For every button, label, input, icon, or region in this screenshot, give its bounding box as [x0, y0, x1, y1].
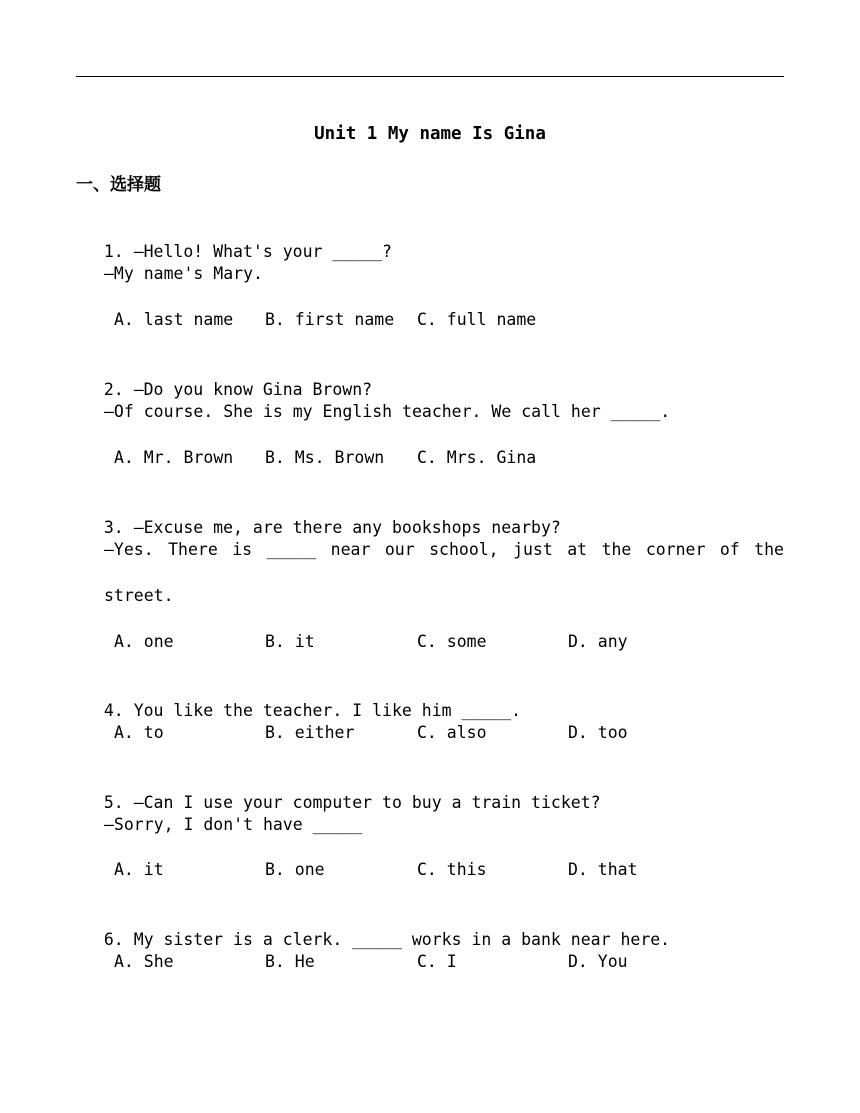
word: is	[232, 540, 253, 559]
option-c: C. full name	[417, 310, 537, 329]
option-c: C. I	[417, 952, 457, 971]
word: near	[330, 540, 371, 559]
option-a: A. last name	[114, 310, 234, 329]
word: the	[754, 540, 784, 559]
option-b: B. Ms. Brown	[265, 448, 385, 467]
word: —Yes.	[104, 540, 154, 559]
word: the	[601, 540, 632, 559]
option-c: C. some	[417, 632, 487, 651]
question-number: 1.	[103, 242, 124, 261]
question-1-answer-line: —My name's Mary.	[104, 264, 263, 283]
option-a: A. She	[114, 952, 174, 971]
question-6	[84, 904, 670, 952]
option-b: B. one	[265, 860, 325, 879]
word: our	[384, 540, 415, 559]
question-number: 4.	[103, 701, 124, 720]
option-c: C. this	[417, 860, 487, 879]
question-3-answer-line	[104, 538, 784, 562]
question-number: 3.	[103, 518, 124, 537]
option-a: A. Mr. Brown	[114, 448, 234, 467]
word: There	[168, 540, 218, 559]
option-b: B. He	[265, 952, 315, 971]
word: _____	[266, 540, 317, 559]
question-text: You like the teacher. I like him _____.	[133, 701, 522, 720]
question-number: 2.	[103, 380, 124, 399]
option-d: D. too	[568, 723, 628, 742]
option-d: D. You	[568, 952, 628, 971]
option-b: B. it	[265, 632, 315, 651]
option-b: B. first name	[265, 310, 395, 329]
word: of	[719, 540, 740, 559]
question-text: —Do you know Gina Brown?	[133, 380, 373, 399]
word: at	[567, 540, 588, 559]
section-heading: 一、选择题	[76, 175, 161, 195]
question-text: My sister is a clerk. _____ works in a bank near here.	[133, 930, 671, 949]
question-text: —Hello! What's your _____?	[133, 242, 392, 261]
option-a: A. one	[114, 632, 174, 651]
word: corner	[645, 540, 706, 559]
question-5-answer-line: —Sorry, I don't have _____	[104, 815, 363, 834]
word: just	[513, 540, 553, 559]
question-3	[84, 492, 561, 540]
header-rule	[76, 76, 784, 77]
question-number: 6.	[103, 930, 124, 949]
question-2	[84, 354, 372, 402]
question-4	[84, 675, 521, 723]
question-text: —Excuse me, are there any bookshops nearby?	[133, 518, 561, 537]
option-c: C. Mrs. Gina	[417, 448, 537, 467]
option-a: A. it	[114, 860, 164, 879]
question-1	[84, 216, 392, 264]
page-title: Unit 1 My name Is Gina	[314, 124, 546, 144]
word: school,	[429, 540, 499, 559]
option-b: B. either	[265, 723, 355, 742]
option-d: D. that	[568, 860, 638, 879]
question-number: 5.	[103, 793, 124, 812]
question-3-answer-continuation: street.	[104, 586, 174, 605]
question-5	[84, 767, 601, 815]
question-2-answer-line: —Of course. She is my English teacher. We call her _____.	[104, 402, 671, 421]
question-text: —Can I use your computer to buy a train ticket?	[133, 793, 601, 812]
option-a: A. to	[114, 723, 164, 742]
option-d: D. any	[568, 632, 628, 651]
option-c: C. also	[417, 723, 487, 742]
